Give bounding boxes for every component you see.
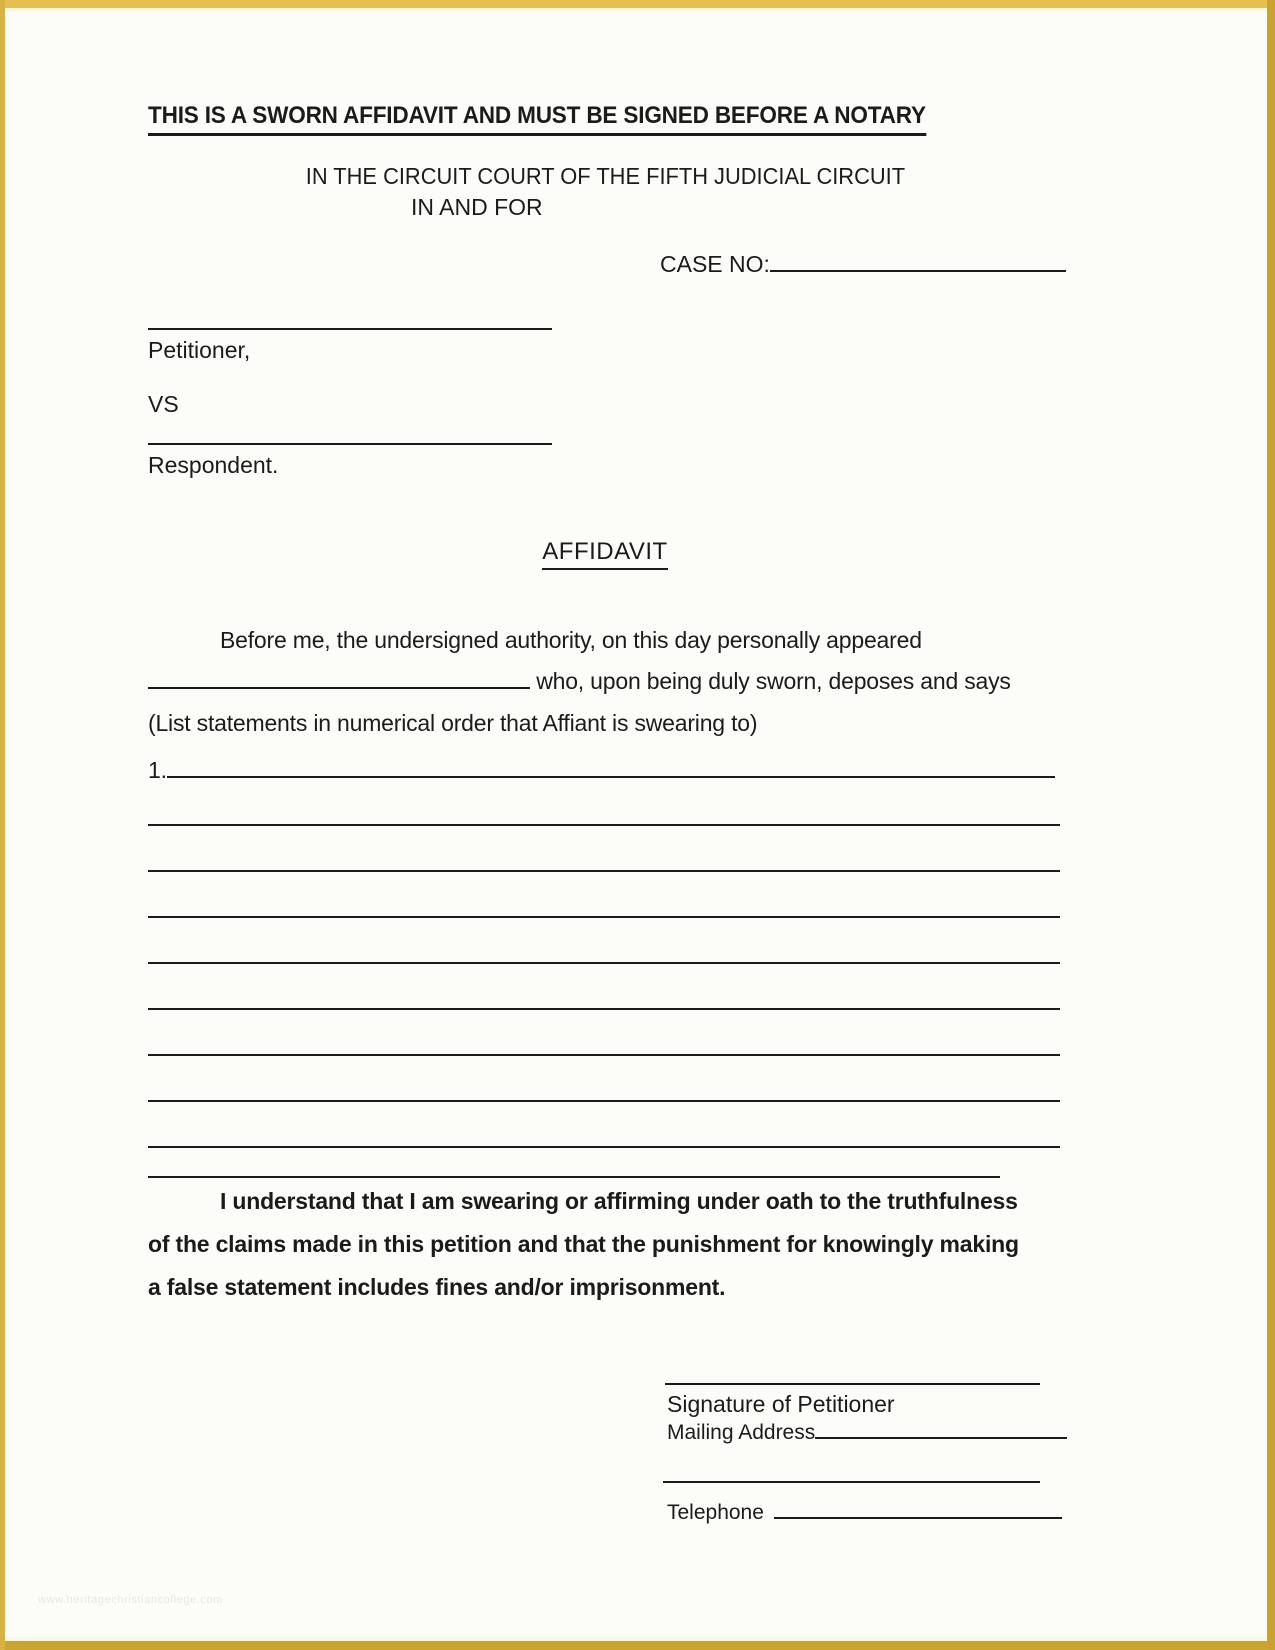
document-title: THIS IS A SWORN AFFIDAVIT AND MUST BE SIGNED BEFORE A NOTARY	[148, 102, 926, 136]
page-border-top-inner	[5, 8, 1267, 12]
case-no-blank-line	[770, 247, 1066, 272]
intro-line-2: who, upon being duly sworn, deposes and says	[536, 668, 1011, 694]
telephone-label: Telephone	[667, 1501, 764, 1524]
statement-blank-line	[148, 964, 1060, 1010]
vs-label: VS	[148, 391, 179, 417]
statement-blank-line	[148, 1056, 1060, 1102]
respondent-name-line	[148, 443, 552, 445]
list-instruction: (List statements in numerical order that Affiant is swearing to)	[148, 710, 758, 736]
affidavit-section-heading: AFFIDAVIT	[542, 538, 667, 570]
signature-line	[665, 1383, 1040, 1385]
mailing-address-blank-line	[815, 1421, 1067, 1439]
statement-short-line	[148, 1176, 1000, 1178]
respondent-label: Respondent.	[148, 452, 279, 478]
page-border-right	[1267, 0, 1275, 1650]
signature-label: Signature of Petitioner	[667, 1391, 895, 1417]
page-border-top	[0, 0, 1275, 8]
statement-blank-line	[148, 826, 1060, 872]
case-no-label: CASE NO:	[660, 251, 770, 277]
statement-blank-line	[148, 1010, 1060, 1056]
statement-blank-line	[148, 1102, 1060, 1148]
statement-lines	[148, 782, 1060, 1148]
court-line-2: IN AND FOR	[411, 194, 543, 220]
address-line-2	[663, 1481, 1040, 1483]
petitioner-name-line	[148, 328, 552, 330]
statement-item-number: 1.	[148, 757, 167, 783]
page-border-left	[0, 0, 5, 1650]
telephone-blank-line	[774, 1501, 1062, 1519]
statement-blank-line	[148, 918, 1060, 964]
intro-line-1: Before me, the undersigned authority, on this day personally appeared	[220, 627, 922, 653]
watermark-text: www.heritagechristiancollege.com	[38, 1594, 223, 1606]
oath-line-1: I understand that I am swearing or affirming under oath to the truthfulness	[220, 1188, 1018, 1214]
mailing-address-label: Mailing Address	[667, 1421, 816, 1444]
page-border-bottom	[0, 1641, 1275, 1650]
statement-blank-line	[148, 872, 1060, 918]
affiant-name-blank-line	[148, 664, 530, 689]
statement-1-blank-line	[167, 753, 1055, 778]
court-line-1: IN THE CIRCUIT COURT OF THE FIFTH JUDICIAL CIRCUIT	[305, 163, 905, 189]
page-border-bottom-inner	[5, 1637, 1267, 1641]
oath-line-3: a false statement includes fines and/or imprisonment.	[148, 1274, 726, 1300]
petitioner-label: Petitioner,	[148, 337, 251, 363]
statement-blank-line	[148, 782, 1060, 826]
oath-line-2: of the claims made in this petition and that the punishment for knowingly making	[148, 1231, 1019, 1257]
